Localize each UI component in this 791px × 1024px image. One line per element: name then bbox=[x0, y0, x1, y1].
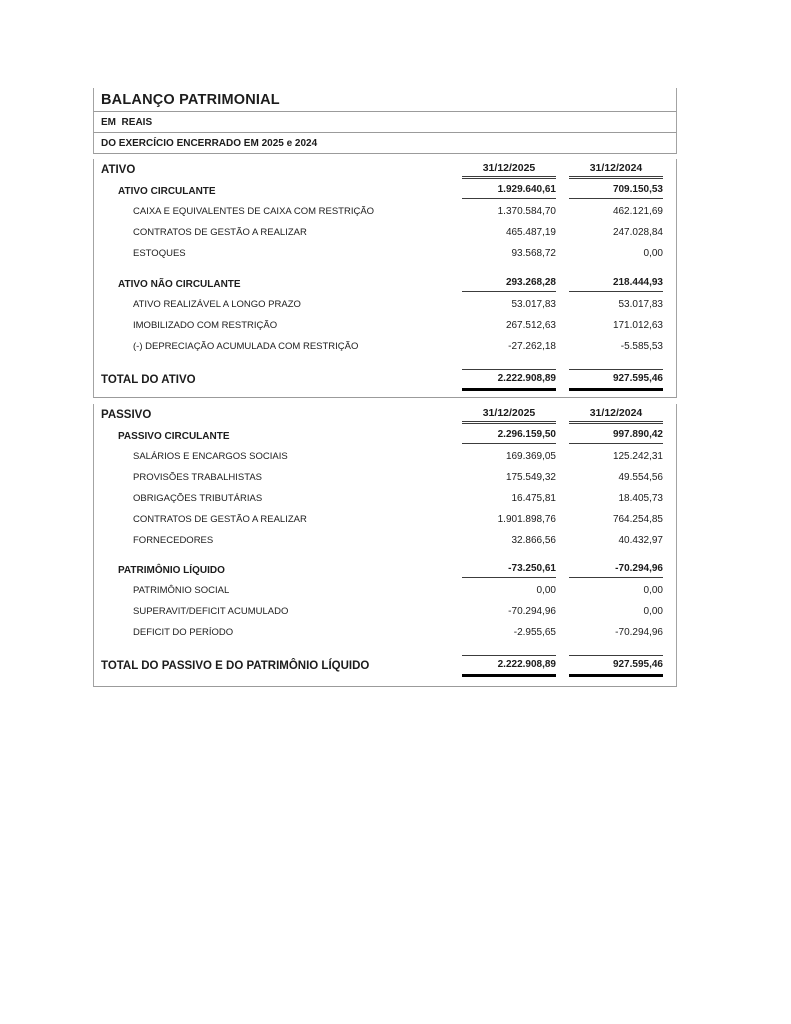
table-row bbox=[94, 315, 676, 336]
row-value-2025: 1.370.584,70 bbox=[497, 206, 556, 217]
row-label: (-) DEPRECIAÇÃO ACUMULADA COM RESTRIÇÃO bbox=[133, 341, 359, 352]
row-value-2025: 32.866,56 bbox=[511, 535, 556, 546]
currency-note-box bbox=[93, 112, 677, 133]
row-label: TOTAL DO ATIVO bbox=[101, 374, 196, 386]
row-label: IMOBILIZADO COM RESTRIÇÃO bbox=[133, 320, 278, 331]
row-label: DEFICIT DO PERÍODO bbox=[133, 627, 234, 638]
row-value-2025: 53.017,83 bbox=[511, 299, 556, 310]
row-value-2024: 49.554,56 bbox=[618, 472, 663, 483]
table-row bbox=[94, 467, 676, 488]
section-title: ATIVO bbox=[101, 164, 136, 176]
row-value-2025: 169.369,05 bbox=[505, 451, 556, 462]
period-note: DO EXERCÍCIO ENCERRADO EM 2025 e 2024 bbox=[101, 137, 318, 149]
ativo-header-row bbox=[94, 159, 676, 181]
table-row bbox=[94, 622, 676, 643]
total-passivo-row bbox=[94, 653, 676, 679]
table-row bbox=[94, 560, 676, 580]
row-value-2025: 16.475,81 bbox=[511, 493, 556, 504]
table-row bbox=[94, 530, 676, 551]
table-row bbox=[94, 201, 676, 222]
row-value-2024: 218.444,93 bbox=[569, 276, 663, 292]
column-header-2024: 31/12/2024 bbox=[569, 407, 663, 424]
row-value-2025: 2.222.908,89 bbox=[462, 369, 556, 391]
row-value-2024: 997.890,42 bbox=[569, 428, 663, 444]
row-value-2024: 0,00 bbox=[643, 585, 663, 596]
row-value-2025: -70.294,96 bbox=[508, 606, 556, 617]
total-ativo-row bbox=[94, 367, 676, 393]
column-header-2024: 31/12/2024 bbox=[569, 162, 663, 179]
row-value-2025: 0,00 bbox=[536, 585, 556, 596]
row-value-2025: 293.268,28 bbox=[462, 276, 556, 292]
table-row bbox=[94, 426, 676, 446]
row-value-2025: 1.901.898,76 bbox=[497, 514, 556, 525]
balance-sheet-document bbox=[93, 88, 677, 687]
row-value-2024: 171.012,63 bbox=[612, 320, 663, 331]
row-label: SALÁRIOS E ENCARGOS SOCIAIS bbox=[133, 451, 288, 462]
table-row bbox=[94, 446, 676, 467]
row-label: ESTOQUES bbox=[133, 248, 186, 259]
column-header-2025: 31/12/2025 bbox=[462, 407, 556, 424]
row-value-2025: 175.549,32 bbox=[505, 472, 556, 483]
table-row bbox=[94, 222, 676, 243]
page-title: BALANÇO PATRIMONIAL bbox=[101, 91, 280, 108]
passivo-section bbox=[93, 404, 677, 687]
row-value-2024: 0,00 bbox=[643, 248, 663, 259]
row-label: SUPERAVIT/DEFICIT ACUMULADO bbox=[133, 606, 289, 617]
row-value-2024: 40.432,97 bbox=[618, 535, 663, 546]
column-header-2025: 31/12/2025 bbox=[462, 162, 556, 179]
row-value-2024: -5.585,53 bbox=[620, 341, 663, 352]
row-value-2024: -70.294,96 bbox=[569, 562, 663, 578]
row-value-2024: -70.294,96 bbox=[615, 627, 663, 638]
row-label: OBRIGAÇÕES TRIBUTÁRIAS bbox=[133, 493, 263, 504]
row-label: PROVISÕES TRABALHISTAS bbox=[133, 472, 262, 483]
row-label: ATIVO NÃO CIRCULANTE bbox=[118, 278, 241, 290]
row-value-2024: 0,00 bbox=[643, 606, 663, 617]
currency-note: EM REAIS bbox=[101, 116, 153, 128]
period-note-box bbox=[93, 133, 677, 154]
table-row bbox=[94, 181, 676, 201]
document-title-box bbox=[93, 88, 677, 112]
table-row bbox=[94, 243, 676, 264]
row-value-2024: 927.595,46 bbox=[569, 655, 663, 677]
row-value-2024: 125.242,31 bbox=[612, 451, 663, 462]
row-value-2025: 267.512,63 bbox=[505, 320, 556, 331]
row-value-2025: 465.487,19 bbox=[505, 227, 556, 238]
row-value-2024: 927.595,46 bbox=[569, 369, 663, 391]
row-label: FORNECEDORES bbox=[133, 535, 214, 546]
row-label: ATIVO CIRCULANTE bbox=[118, 185, 216, 197]
row-label: CAIXA E EQUIVALENTES DE CAIXA COM RESTRIÇÃO bbox=[133, 206, 375, 217]
table-row bbox=[94, 336, 676, 357]
ativo-section bbox=[93, 159, 677, 398]
row-value-2025: -27.262,18 bbox=[508, 341, 556, 352]
row-value-2024: 53.017,83 bbox=[618, 299, 663, 310]
row-label: ATIVO REALIZÁVEL A LONGO PRAZO bbox=[133, 299, 301, 310]
row-value-2024: 764.254,85 bbox=[612, 514, 663, 525]
row-label: CONTRATOS DE GESTÃO A REALIZAR bbox=[133, 514, 307, 525]
table-row bbox=[94, 601, 676, 622]
passivo-header-row bbox=[94, 404, 676, 426]
row-label: PATRIMÔNIO LÍQUIDO bbox=[118, 564, 225, 576]
table-row bbox=[94, 509, 676, 530]
row-value-2025: 93.568,72 bbox=[511, 248, 556, 259]
table-row bbox=[94, 274, 676, 294]
row-label: CONTRATOS DE GESTÃO A REALIZAR bbox=[133, 227, 307, 238]
row-value-2025: 2.222.908,89 bbox=[462, 655, 556, 677]
row-value-2025: -2.955,65 bbox=[513, 627, 556, 638]
row-value-2025: -73.250,61 bbox=[462, 562, 556, 578]
row-label: TOTAL DO PASSIVO E DO PATRIMÔNIO LÍQUIDO bbox=[101, 660, 370, 672]
row-value-2025: 2.296.159,50 bbox=[462, 428, 556, 444]
row-label: PATRIMÔNIO SOCIAL bbox=[133, 585, 230, 596]
row-value-2024: 18.405,73 bbox=[618, 493, 663, 504]
section-title: PASSIVO bbox=[101, 409, 152, 421]
row-value-2024: 462.121,69 bbox=[612, 206, 663, 217]
row-label: PASSIVO CIRCULANTE bbox=[118, 430, 230, 442]
row-value-2024: 247.028,84 bbox=[612, 227, 663, 238]
row-value-2024: 709.150,53 bbox=[569, 183, 663, 199]
table-row bbox=[94, 580, 676, 601]
row-value-2025: 1.929.640,61 bbox=[462, 183, 556, 199]
table-row bbox=[94, 488, 676, 509]
table-row bbox=[94, 294, 676, 315]
